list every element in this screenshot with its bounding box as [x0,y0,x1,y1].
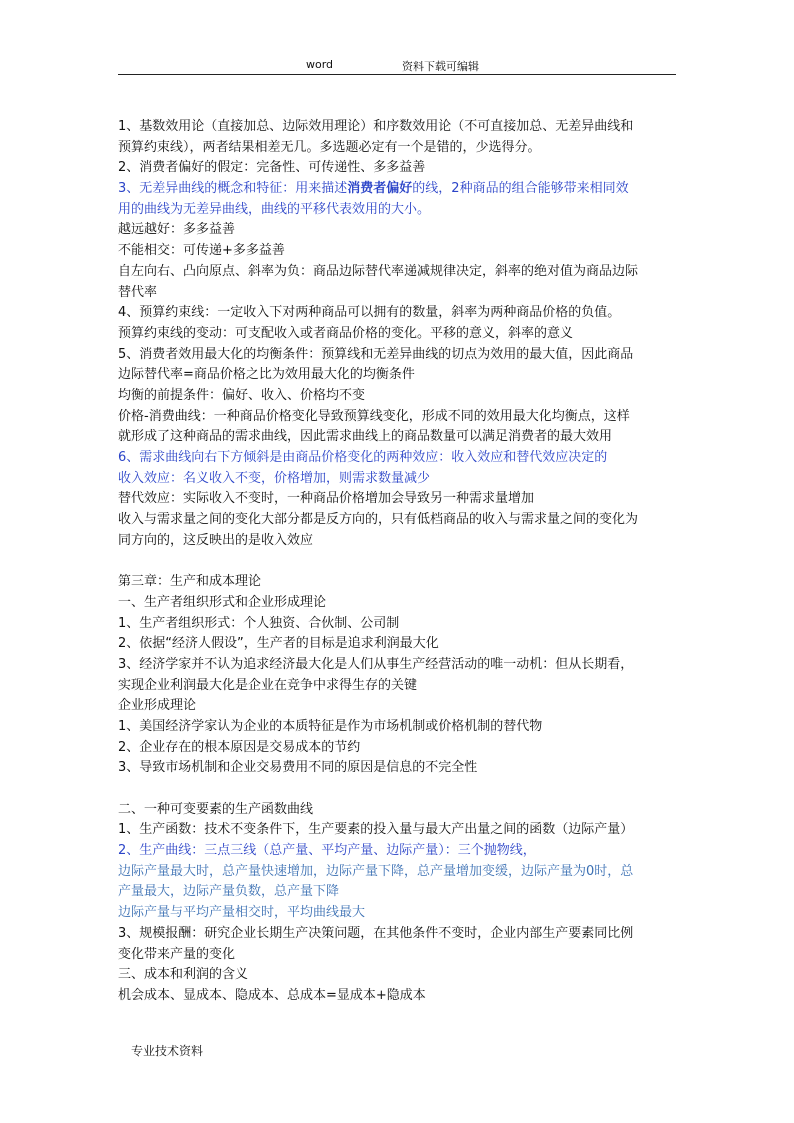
text-segment: 均衡的前提条件：偏好、收入、价格均不变 [118,387,366,403]
text-line [118,407,678,428]
text-segment: 预算约束线），两者结果相差无几。多选题必定有一个是错的，少选得分。 [118,139,541,155]
text-line [118,345,678,366]
text-segment: 1、美国经济学家认为企业的本质特征是作为市场机制或价格机制的替代物 [118,718,543,734]
text-segment: 用的曲线为无差异曲线，曲线的平移代表效用的大小。 [118,201,431,217]
text-segment: 4、预算约束线：一定收入下对两种商品可以拥有的数量，斜率为两种商品价格的负值。 [118,305,621,321]
text-segment: 企业形成理论 [118,698,197,714]
text-segment: 替代效应：实际收入不变时，一种商品价格增加会导致另一种需求量增加 [118,491,535,507]
header-right-text: 资料下载可编辑 [402,60,479,73]
text-line [118,220,678,241]
text-segment: 5、消费者效用最大化的均衡条件：预算线和无差异曲线的切点为效用的最大值，因此商品 [118,346,634,362]
text-segment: 预算约束线的变动：可支配收入或者商品价格的变化。平移的意义，斜率的意义 [118,325,574,341]
text-line [118,283,678,304]
text-line [118,655,678,676]
text-segment: 3、无差异曲线的概念和特征：用来描述 [118,181,348,197]
text-line [118,572,678,593]
text-segment: 自左向右、凸向原点、斜率为负：商品边际替代率递减规律决定，斜率的绝对值为商品边际 [118,263,639,279]
text-line [118,965,678,986]
text-line [118,758,678,779]
text-segment: 同方向的，这反映出的是收入效应 [118,532,314,548]
text-line [118,427,678,448]
text-line [118,138,678,159]
text-segment: 收入效应：名义收入不变，价格增加，则需求数量减少 [118,470,431,486]
text-segment: 边际产量与平均产量相交时，平均曲线最大 [118,905,366,921]
text-line [118,696,678,717]
page-header [118,56,676,75]
text-segment: 第三章：生产和成本理论 [118,574,262,590]
blank-line [118,779,678,800]
text-segment: 实现企业利润最大化是企业在竞争中求得生存的关键 [118,677,418,693]
text-line [118,262,678,283]
text-segment: 1、生产函数：技术不变条件下，生产要素的投入量与最大产出量之间的函数（边际产量） [118,822,634,838]
text-segment: 3、规模报酬：研究企业长期生产决策问题，在其他条件不变时，企业内部生产要素同比例 [118,925,634,941]
text-segment: 2、企业存在的根本原因是交易成本的节约 [118,739,361,755]
text-line [118,717,678,738]
text-segment: 3、导致市场机制和企业交易费用不同的原因是信息的不完全性 [118,760,478,776]
text-segment: 就形成了这种商品的需求曲线，因此需求曲线上的商品数量可以满足消费者的最大效用 [118,429,613,445]
text-segment: 的线，2种商品的组合能够带来相同效 [412,181,629,197]
text-line [118,158,678,179]
text-segment: 6、需求曲线向右下方倾斜是由商品价格变化的两种效应：收入效应和替代效应决定的 [118,450,608,465]
text-line [118,945,678,966]
text-segment: 2、生产曲线：三点三线（总产量、平均产量、边际产量）：三个抛物线， [118,843,536,859]
text-segment: 二、一种可变要素的生产函数曲线 [118,801,314,817]
document-body [118,117,678,1007]
text-segment: 边际替代率=商品价格之比为效用最大化的均衡条件 [118,367,415,383]
text-line [118,531,678,552]
text-line [118,469,678,490]
header-left-text: word [306,58,334,71]
text-line [118,303,678,324]
text-segment: 边际产量最大时，总产量快速增加，边际产量下降，总产量增加变缓，边际产量为0时，总 [118,863,634,879]
text-line [118,448,678,469]
text-line [118,614,678,635]
text-segment: 1、基数效用论（直接加总、边际效用理论）和序数效用论（不可直接加总、无差异曲线和 [118,119,634,134]
text-segment: 越远越好：多多益善 [118,222,236,238]
text-segment: 产量最大，边际产量负数，总产量下降 [118,884,340,900]
text-line [118,903,678,924]
text-line [118,117,678,138]
text-line [118,986,678,1007]
text-line [118,634,678,655]
text-line [118,241,678,262]
text-line [118,593,678,614]
text-segment: 价格-消费曲线：一种商品价格变化导致预算线变化，形成不同的效用最大化均衡点，这样 [118,408,630,424]
text-segment: 2、消费者偏好的假定：完备性、可传递性、多多益善 [118,160,426,176]
text-line [118,324,678,345]
text-line [118,179,678,200]
text-segment: 一、生产者组织形式和企业形成理论 [118,594,327,610]
text-segment: 1、生产者组织形式：个人独资、合伙制、公司制 [118,615,400,631]
text-segment: 消费者偏好 [347,181,413,197]
text-segment: 三、成本和利润的含义 [118,967,249,983]
text-line [118,365,678,386]
text-line [118,200,678,221]
page-footer: 专业技术资料 [131,1044,204,1058]
text-line [118,676,678,697]
text-line [118,386,678,407]
text-line [118,882,678,903]
text-segment: 不能相交：可传递+多多益善 [118,243,285,259]
text-segment: 收入与需求量之间的变化大部分都是反方向的，只有低档商品的收入与需求量之间的变化为 [118,512,639,528]
text-line [118,510,678,531]
text-segment: 2、依据“经济人假设”，生产者的目标是追求利润最大化 [118,636,439,652]
text-line [118,738,678,759]
text-segment: 变化带来产量的变化 [118,946,236,962]
blank-line [118,551,678,572]
text-segment: 机会成本、显成本、隐成本、总成本=显成本+隐成本 [118,987,426,1003]
text-line [118,924,678,945]
text-line [118,841,678,862]
text-segment: 3、经济学家并不认为追求经济最大化是人们从事生产经营活动的唯一动机：但从长期看， [118,656,634,672]
text-line [118,800,678,821]
text-line [118,862,678,883]
text-line [118,820,678,841]
text-segment: 替代率 [118,284,158,300]
text-line [118,489,678,510]
